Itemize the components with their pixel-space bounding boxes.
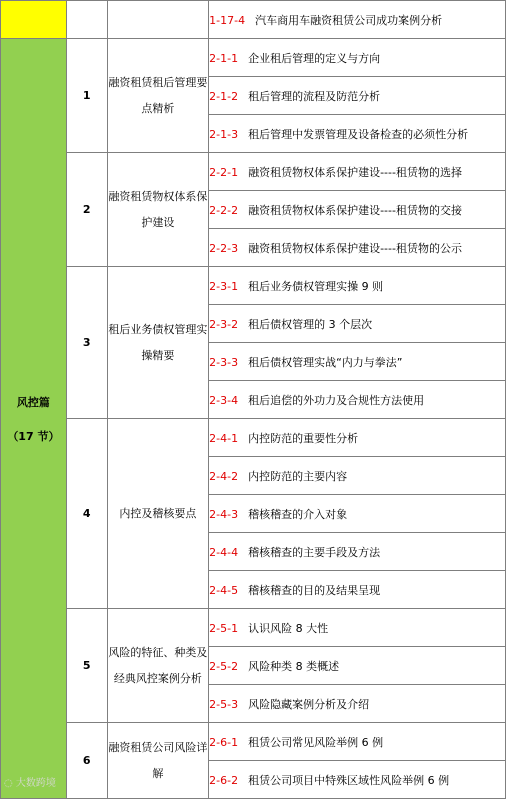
section-number: 5 (66, 609, 107, 723)
item-cell (209, 685, 506, 723)
topic-cell-empty (107, 1, 209, 39)
item-text: 稽核稽查的目的及结果呈现 (248, 583, 381, 597)
item-code: 2-4-5 (209, 583, 239, 597)
item-text: 稽核稽查的介入对象 (248, 507, 348, 521)
item-code: 2-6-2 (209, 773, 239, 787)
category-subtitle: （17 节） (7, 429, 60, 443)
item-cell (209, 381, 506, 419)
section-topic: 融资租赁租后管理要点精析 (107, 39, 209, 153)
item-cell (209, 647, 506, 685)
item-cell (209, 229, 506, 267)
item-text: 融资租赁物权体系保护建设----租赁物的公示 (248, 241, 462, 255)
item-cell (209, 495, 506, 533)
item-cell (209, 761, 506, 799)
table-row (1, 723, 506, 761)
item-cell (209, 191, 506, 229)
item-cell (209, 153, 506, 191)
table-row (1, 609, 506, 647)
item-text: 风险种类 8 类概述 (248, 659, 340, 673)
item-code: 2-5-1 (209, 621, 239, 635)
section-topic: 风险的特征、种类及经典风控案例分析 (107, 609, 209, 723)
item-text: 租赁公司常见风险举例 6 例 (248, 735, 384, 749)
table-row (1, 1, 506, 39)
section-number: 1 (66, 39, 107, 153)
section-number: 6 (66, 723, 107, 799)
item-code: 2-2-3 (209, 241, 239, 255)
category-cell-top (1, 1, 67, 39)
item-code: 2-5-2 (209, 659, 239, 673)
section-topic: 租后业务债权管理实操精要 (107, 267, 209, 419)
item-text: 企业租后管理的定义与方向 (248, 51, 381, 65)
item-code: 2-1-1 (209, 51, 239, 65)
item-text: 稽核稽查的主要手段及方法 (248, 545, 381, 559)
item-text: 租后债权管理的 3 个层次 (248, 317, 373, 331)
section-number: 3 (66, 267, 107, 419)
item-cell (209, 343, 506, 381)
item-code: 2-1-2 (209, 89, 239, 103)
table-row (1, 419, 506, 457)
item-text: 租后追偿的外功力及合规性方法使用 (248, 393, 425, 407)
section-number: 4 (66, 419, 107, 609)
item-text: 租后管理的流程及防范分析 (248, 89, 381, 103)
item-code: 2-2-1 (209, 165, 239, 179)
table-row (1, 267, 506, 305)
item-code: 2-2-2 (209, 203, 239, 217)
item-text: 汽车商用车融资租赁公司成功案例分析 (255, 13, 443, 27)
item-text: 租后业务债权管理实操 9 则 (248, 279, 384, 293)
item-text: 融资租赁物权体系保护建设----租赁物的交接 (248, 203, 462, 217)
item-cell (209, 723, 506, 761)
watermark-text: 大数跨境 (15, 778, 56, 789)
item-code: 2-3-3 (209, 355, 239, 369)
item-text: 租后管理中发票管理及设备检查的必须性分析 (248, 127, 469, 141)
item-code: 2-4-4 (209, 545, 239, 559)
item-cell (209, 39, 506, 77)
item-cell (209, 533, 506, 571)
item-cell (209, 1, 506, 39)
item-text: 内控防范的主要内容 (248, 469, 348, 483)
item-code: 2-3-1 (209, 279, 239, 293)
item-code: 2-4-3 (209, 507, 239, 521)
table-row (1, 39, 506, 77)
item-cell (209, 77, 506, 115)
item-code: 2-4-2 (209, 469, 239, 483)
section-number: 2 (66, 153, 107, 267)
item-text: 租后债权管理实战“内力与拳法” (248, 355, 403, 369)
item-code: 2-5-3 (209, 697, 239, 711)
item-code: 2-3-2 (209, 317, 239, 331)
item-code: 2-4-1 (209, 431, 239, 445)
item-text: 内控防范的重要性分析 (248, 431, 359, 445)
item-cell (209, 419, 506, 457)
item-text: 融资租赁物权体系保护建设----租赁物的选择 (248, 165, 462, 179)
watermark-icon: ◌ (4, 778, 16, 789)
watermark-logo (4, 774, 56, 789)
item-code: 2-6-1 (209, 735, 239, 749)
item-code: 2-3-4 (209, 393, 239, 407)
item-code: 1-17-4 (209, 13, 246, 27)
category-title: 风控篇 (16, 395, 50, 409)
item-cell (209, 305, 506, 343)
category-cell (1, 39, 67, 799)
number-cell-empty (66, 1, 107, 39)
item-code: 2-1-3 (209, 127, 239, 141)
item-cell (209, 267, 506, 305)
section-topic: 融资租赁物权体系保护建设 (107, 153, 209, 267)
item-text: 风险隐藏案例分析及介绍 (248, 697, 370, 711)
section-topic: 内控及稽核要点 (107, 419, 209, 609)
item-text: 认识风险 8 大性 (248, 621, 329, 635)
item-cell (209, 457, 506, 495)
table-row (1, 153, 506, 191)
item-text: 租赁公司项目中特殊区域性风险举例 6 例 (248, 773, 450, 787)
item-cell (209, 115, 506, 153)
item-cell (209, 571, 506, 609)
section-topic: 融资租赁公司风险详解 (107, 723, 209, 799)
item-cell (209, 609, 506, 647)
